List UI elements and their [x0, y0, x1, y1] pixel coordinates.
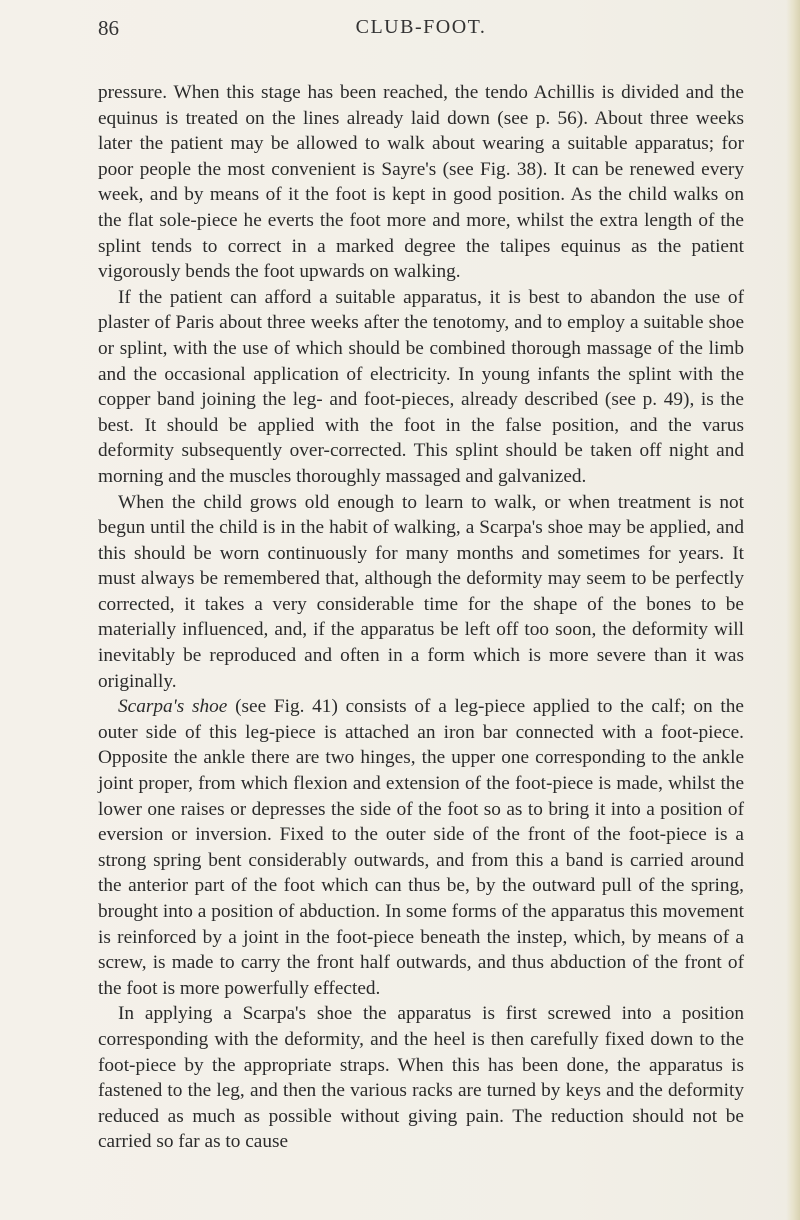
page-number: 86 — [98, 16, 119, 40]
paragraph: When the child grows old enough to learn to walk, or when treatment is not begun until the child is in the habit of walking, a Scarpa's shoe may be applied, and this should be worn continuously for many months and sometimes for years. It must always be remembered that, although the deformity may seem to be perfectly corrected, it takes a very considerable time for the shape of the bones to be materially influenced, and, if the apparatus be left off too soon, the deformity will inevitably be reproduced and often in a form which is more severe than it was originally. — [98, 491, 744, 692]
body-text — [98, 80, 744, 1155]
paragraph: In applying a Scarpa's shoe the apparatus is first screwed into a position corresponding with the deformity, and the heel is then carefully fixed down to the foot-piece by the appropriate straps. When this has been done, the apparatus is fastened to the leg, and then the various racks are turned by keys and the deformity reduced as much as possible without giving pain. The reduction should not be carried so far as to cause — [98, 1003, 744, 1153]
running-head: CLUB-FOOT. — [355, 16, 487, 38]
scarpa-shoe-heading: Scarpa's shoe — [118, 696, 228, 718]
page-edge — [786, 0, 800, 1220]
paragraph-text: (see Fig. 41) consists of a leg-piece applied to the calf; on the outer side of this leg-piece is attached an iron bar connected with a foot-piece. Opposite the ankle there are two hinges, the upper one corresponding to the ankle joint proper, from which flexion and extension of the foot-piece is made, whilst the lower one raises or depresses the side of the foot so as to bring it into a position of eversion or inversion. Fixed to the outer side of the front of the foot-piece is a strong spring bent considerably outwards, and from this a band is carried around the anterior part of the foot which can thus be, by the outward pull of the spring, brought into a position of abduction. In some forms of the apparatus this movement is reinforced by a joint in the foot-piece beneath the instep, which, by means of a screw, is made to carry the front half outwards, and thus abduction of the front of the foot is more powerfully effected. — [98, 696, 744, 999]
paragraph: If the patient can afford a suitable apparatus, it is best to abandon the use of plaster of Paris about three weeks after the tenotomy, and to employ a suitable shoe or splint, with the use of which should be combined thorough massage of the limb and the occasional application of electricity. In young infants the splint with the copper band joining the leg- and foot-pieces, already described (see p. 49), is the best. It should be applied with the foot in the false position, and the varus deformity subsequently over-corrected. This splint should be taken off night and morning and the muscles thoroughly massaged and galvanized. — [98, 286, 744, 487]
paragraph: pressure. When this stage has been reached, the tendo Achillis is divided and the equinus is treated on the lines already laid down (see p. 56). About three weeks later the patient may be allowed to walk about wearing a suitable apparatus; for poor people the most convenient is Sayre's (see Fig. 38). It can be renewed every week, and by means of it the foot is kept in good position. As the child walks on the flat sole-piece he everts the foot more and more, whilst the extra length of the splint tends to correct in a marked degree the talipes equinus as the patient vigorously bends the foot upwards on walking. — [98, 82, 744, 283]
paragraph — [98, 694, 744, 1001]
page-header — [98, 16, 744, 46]
